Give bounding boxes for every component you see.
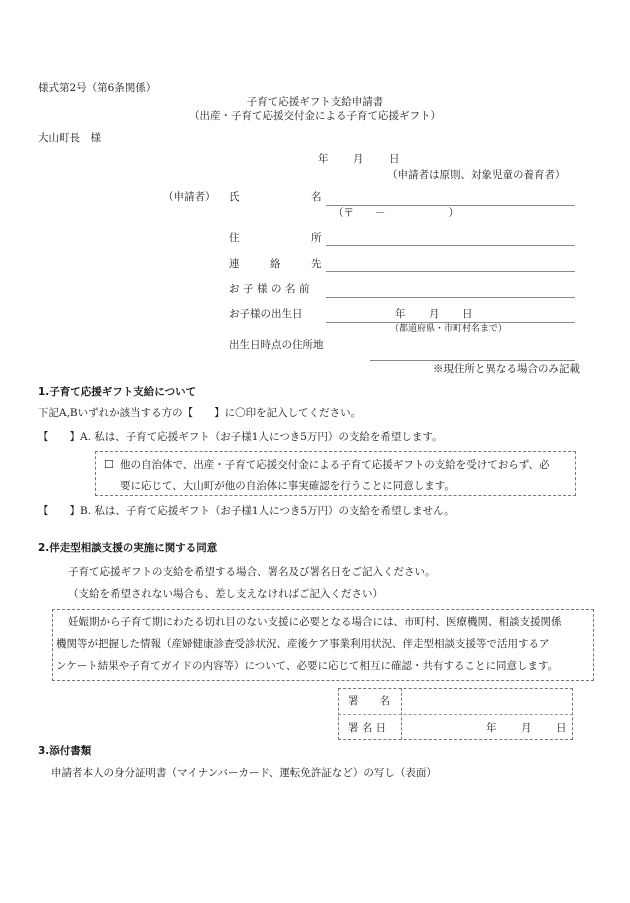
consent-box-a-line1: 他の自治体で、出産・子育て応援交付金による子育て応援ギフトの支給を受けておらず、必 [120, 459, 550, 471]
birth-address-input-line[interactable] [370, 360, 575, 361]
contact-label-1: 連 [229, 258, 240, 270]
consent-box-2-line3: ンケート結果や子育てガイドの内容等）について、必要に応じて相互に確認・共有することに同意します。 [56, 660, 559, 672]
applicant-note: （申請者は原則、対象児童の養育者） [387, 169, 566, 181]
contact-label-3: 先 [311, 258, 322, 270]
consent-checkbox[interactable]: ☐ [104, 458, 114, 471]
date-year: 年 [318, 153, 329, 165]
signature-table-row-line [338, 714, 573, 715]
sig-year: 年 [486, 722, 497, 734]
address-input-line[interactable] [326, 245, 575, 246]
signature-date-label: 署 名 日 [348, 722, 387, 734]
contact-label-2: 絡 [270, 258, 281, 270]
applicant-label: （申請者） [163, 191, 216, 203]
consent-box-2-line2: 機関等が把握した情報（産婦健康診査受診状況、産後ケア事業利用状況、伴走型相談支援等で活用するア [56, 638, 550, 650]
child-name-input-line[interactable] [326, 297, 575, 298]
section2-line1: 子育て応援ギフトの支給を希望する場合、署名及び署名日をご記入ください。 [68, 566, 436, 578]
form-number: 様式第2号（第6条関係） [38, 82, 157, 94]
name-label-2: 名 [311, 191, 322, 203]
postal-code: （〒 － ） [333, 207, 459, 219]
sig-day: 日 [556, 722, 567, 734]
birth-address-note: ※現住所と異なる場合のみ記載 [433, 363, 580, 375]
sig-month: 月 [521, 722, 532, 734]
section1-heading: 1.子育て応援ギフト支給について [38, 386, 197, 398]
section1-instruction: 下記A,Bいずれか該当する方の【 】に〇印を記入してください。 [38, 407, 362, 419]
consent-box-a-line2: 要に応じて、大山町が他の自治体に事実確認を行うことに同意します。 [120, 480, 455, 492]
birthdate-input-line[interactable] [326, 322, 575, 323]
form-subtitle: （出産・子育て応援交付金による子育て応援ギフト） [189, 110, 441, 122]
birth-year: 年 [395, 308, 406, 320]
section2-heading: 2.伴走型相談支援の実施に関する同意 [38, 542, 218, 554]
name-label-1: 氏 [229, 191, 240, 203]
consent-box-2-line1: 妊娠期から子育て期にわたる切れ目のない支援に必要となる場合には、市町村、医療機関、相談支援関係 [68, 616, 562, 628]
address-label-2: 所 [311, 232, 322, 244]
birth-day: 日 [462, 308, 473, 320]
prefecture-note: （都道府県・市町村名まで） [390, 324, 508, 334]
contact-input-line[interactable] [326, 271, 575, 272]
signature-input[interactable] [404, 690, 570, 712]
section2-line2: （支給を希望されない場合も、差し支えなければご記入ください） [68, 588, 383, 600]
addressee: 大山町長 様 [38, 132, 101, 144]
option-a[interactable]: 【 】A. 私は、子育て応援ギフト（お子様1人につき5万円）の支給を希望します。 [38, 431, 443, 443]
child-birthdate-label: お子様の出生日 [229, 308, 303, 320]
date-day: 日 [389, 153, 400, 165]
birth-address-label: 出生日時点の住所地 [229, 339, 324, 351]
birth-month: 月 [429, 308, 440, 320]
signature-label: 署 名 [348, 695, 390, 707]
option-b[interactable]: 【 】B. 私は、子育て応援ギフト（お子様1人につき5万円）の支給を希望しません。 [38, 505, 455, 517]
name-input-line[interactable] [326, 205, 575, 206]
date-month: 月 [353, 153, 364, 165]
form-title: 子育て応援ギフト支給申請書 [246, 96, 384, 108]
address-label-1: 住 [229, 232, 240, 244]
section3-heading: 3.添付書類 [38, 745, 92, 757]
section3-line1: 申請者本人の身分証明書（マイナンバーカード、運転免許証など）の写し（表面） [51, 767, 437, 779]
child-name-label: お子様の名前 [229, 283, 313, 295]
